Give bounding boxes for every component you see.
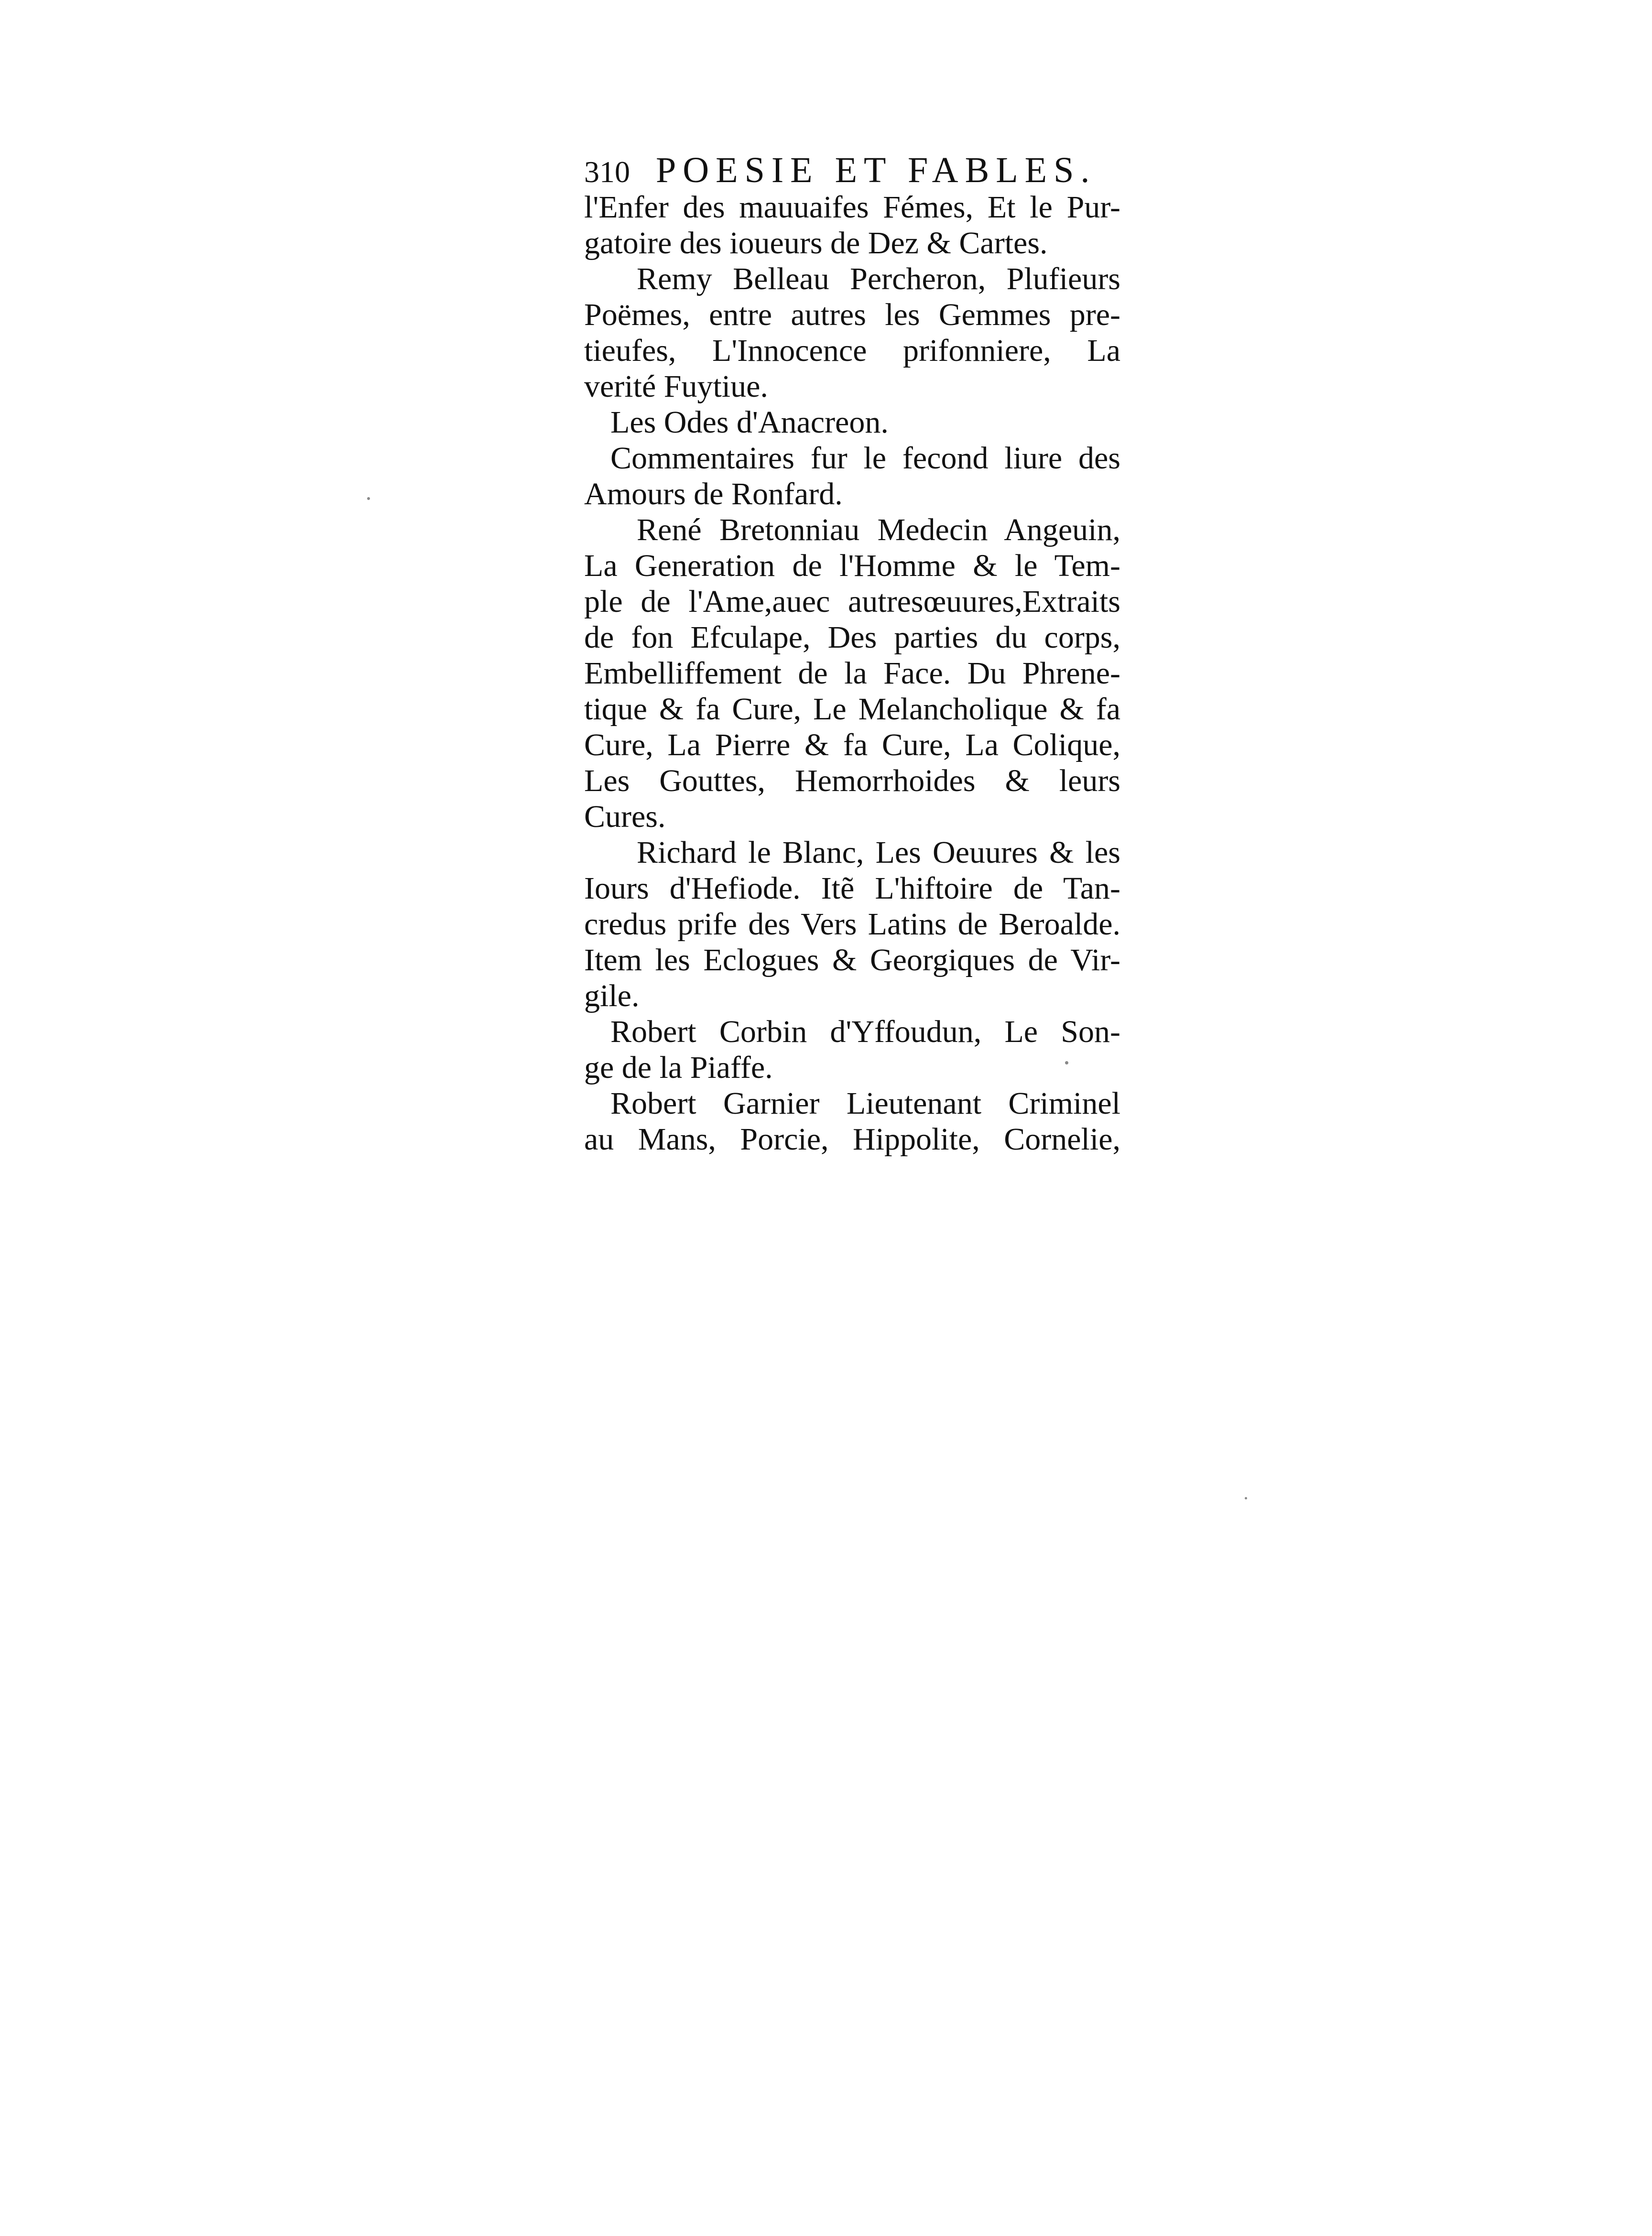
page-number: 310	[584, 155, 630, 189]
text-block	[584, 151, 1120, 1157]
paper-speck	[1245, 1497, 1247, 1499]
text-line: Cures.	[584, 799, 666, 834]
text-line: Item les Eclogues & Georgiques de Vir-	[584, 943, 1120, 977]
running-title: POESIE ET FABLES.	[656, 150, 1097, 190]
text-line: Richard le Blanc, Les Oeuures & les	[637, 835, 1120, 870]
text-line: credus prife des Vers Latins de Beroalde.	[584, 907, 1120, 942]
page-header	[584, 151, 1120, 189]
text-line: Poëmes, entre autres les Gemmes pre-	[584, 297, 1120, 332]
text-line: Embelliffement de la Face. Du Phrene-	[584, 656, 1120, 691]
text-line: gatoire des ioueurs de Dez & Cartes.	[584, 226, 1048, 261]
text-line: Les Odes d'Anacreon.	[610, 405, 889, 440]
text-line: Iours d'Hefiode. Itẽ L'hiftoire de Tan-	[584, 871, 1120, 906]
text-line: l'Enfer des mauuaifes Fémes, Et le Pur-	[584, 190, 1120, 225]
text-line: Robert Garnier Lieutenant Criminel	[610, 1086, 1120, 1121]
text-line: Remy Belleau Percheron, Plufieurs	[637, 261, 1120, 296]
text-line: Cure, La Pierre & fa Cure, La Colique,	[584, 727, 1120, 762]
text-line: ple de l'Ame,auec autresœuures,Extraits	[584, 584, 1120, 619]
text-line: Robert Corbin d'Yffoudun, Le Son-	[610, 1014, 1120, 1049]
text-line: gile.	[584, 978, 640, 1013]
paper-speck	[367, 497, 370, 500]
text-line: tique & fa Cure, Le Melancholique & fa	[584, 692, 1120, 727]
text-line: au Mans, Porcie, Hippolite, Cornelie,	[584, 1122, 1120, 1157]
text-line: ge de la Piaffe.	[584, 1050, 773, 1085]
text-line: Commentaires fur le fecond liure des	[610, 441, 1120, 476]
text-line: Amours de Ronfard.	[584, 477, 843, 511]
text-line: Les Gouttes, Hemorrhoides & leurs	[584, 763, 1120, 798]
text-line: de fon Efculape, Des parties du corps,	[584, 620, 1120, 655]
text-line: verité Fuytiue.	[584, 369, 768, 404]
paper-speck	[1065, 1061, 1068, 1064]
text-line: La Generation de l'Homme & le Tem-	[584, 548, 1120, 583]
text-line: tieufes, L'Innocence prifonniere, La	[584, 333, 1120, 368]
text-line: René Bretonniau Medecin Angeuin,	[637, 512, 1120, 547]
